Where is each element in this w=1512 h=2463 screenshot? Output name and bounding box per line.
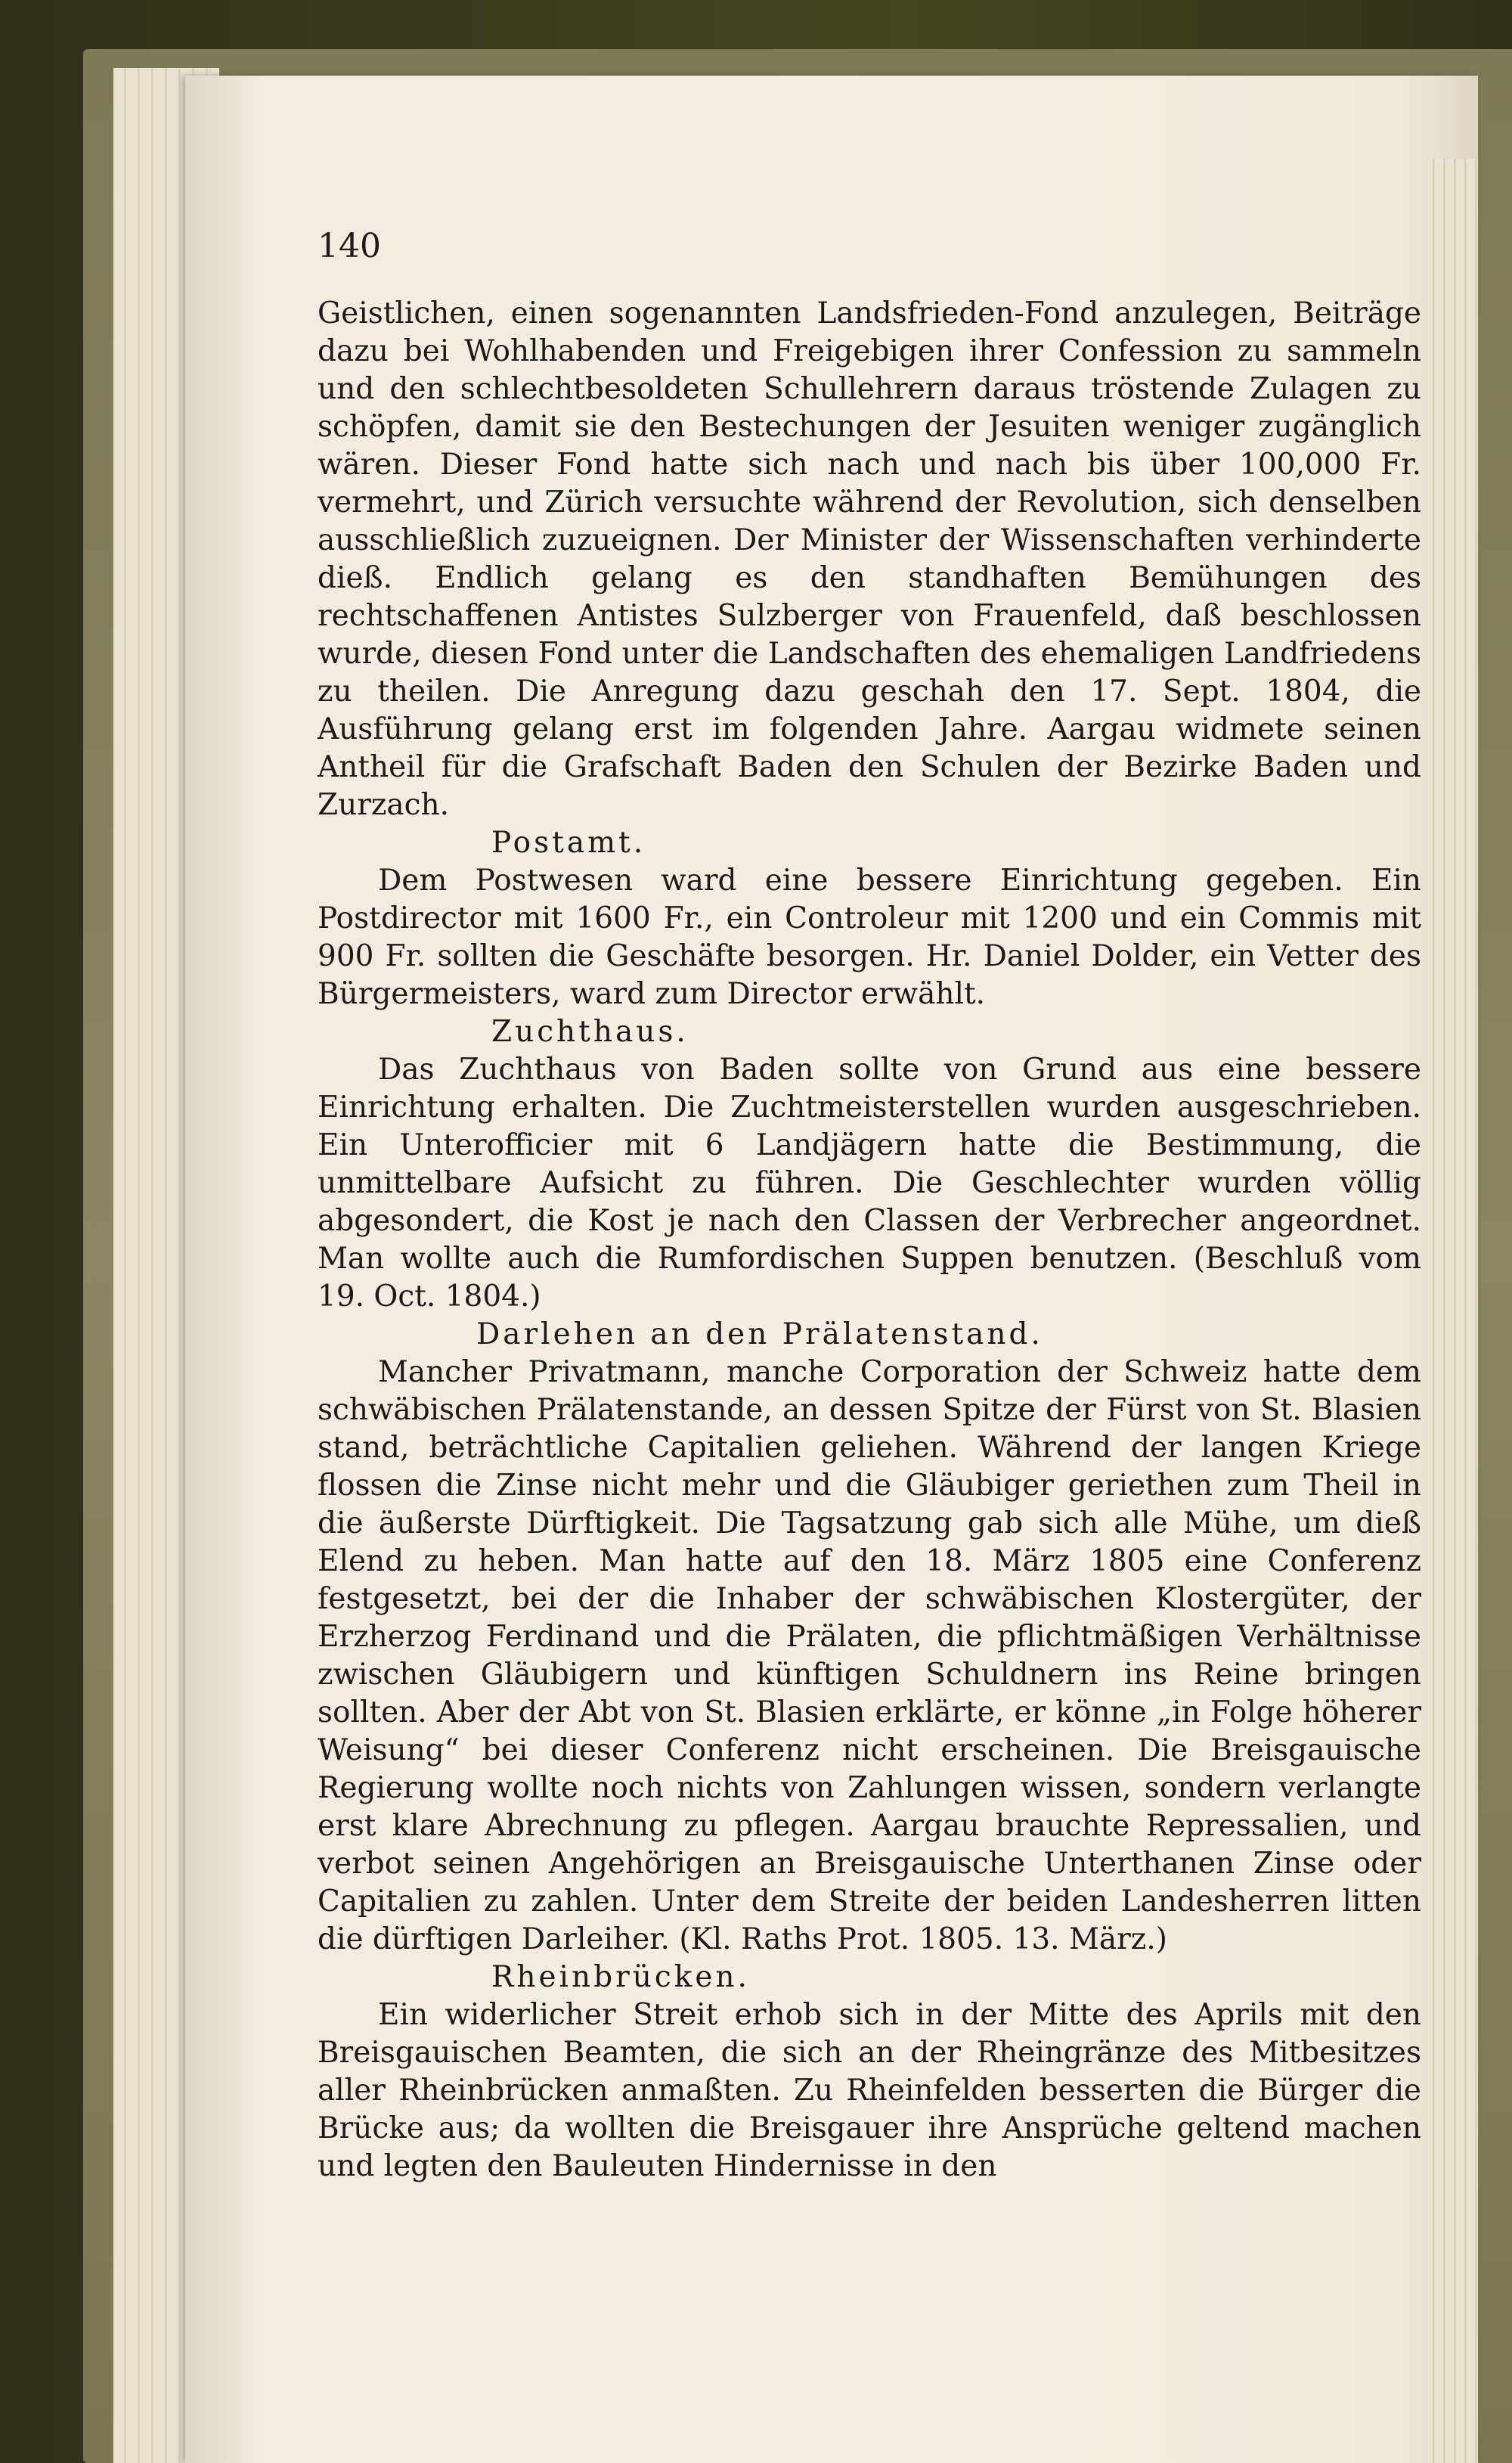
section-text-darlehen: Mancher Privatmann, manche Corporation der Schweiz hatte dem schwäbischen Prälatenstande, an dessen Spitze der Fürst von St. Blasien stand, beträchtliche Capitalien geliehen. Während der langen Kriege flossen die Zinse nicht mehr und die Gläubiger geriethen zum Theil in die äußerste Dürftigkeit. Die Tagsatzung gab sich alle Mühe, um dieß Elend zu heben. Man hatte auf den 18. März 1805 eine Conferenz festgesetzt, bei der die Inhaber der schwäbischen Klostergüter, der Erzherzog Ferdinand und die Prälaten, die pflichtmäßigen Verhältnisse zwischen Gläubigern und künftigen Schuldnern ins Reine bringen sollten. Aber der Abt von St. Blasien erklärte, er könne „in Folge höherer Weisung“ bei dieser Conferenz nicht erscheinen. Die Breisgauische Regierung wollte noch nichts von Zahlungen wissen, sondern verlangte erst klare Abrechnung zu pflegen. Aargau brauchte Repressalien, und verbot seinen Angehörigen an Breisgauische Unterthanen Zinse oder Capitalien zu zahlen. Unter dem Streite der beiden Landesherren litten die dürftigen Darleiher. (Kl. Raths Prot. 1805. 13. März.) <box>318 1355 1421 1956</box>
section-heading-rheinbruecken: Rheinbrücken. <box>491 1960 750 1994</box>
section-text-postamt: Dem Postwesen ward eine bessere Einrichtung gegeben. Ein Postdirector mit 1600 Fr., ein Controleur mit 1200 und ein Commis mit 900 Fr. sollten die Geschäfte besorgen. Hr. Daniel Dolder, ein Vetter des Bürgermeisters, ward zum Director erwählt. <box>318 864 1421 1011</box>
section-heading-zuchthaus: Zuchthaus. <box>491 1015 689 1049</box>
section-heading-darlehen: Darlehen an den Prälatenstand. <box>476 1317 1043 1351</box>
section-text-zuchthaus: Das Zuchthaus von Baden sollte von Grund aus eine bessere Einrichtung erhalten. Die Zuchtmeisterstellen wurden ausgeschrieben. Ein Unterofficier mit 6 Landjägern hatte die Bestimmung, die unmittelbare Aufsicht zu führen. Die Geschlechter wurden völlig abgesondert, die Kost je nach den Classen der Verbrecher angeordnet. Man wollte auch die Rumfordischen Suppen benutzen. (Beschluß vom 19. Oct. 1804.) <box>318 1053 1421 1314</box>
section-heading-postamt: Postamt. <box>491 826 646 860</box>
page-text <box>318 295 1421 2185</box>
paragraph-intro: Geistlichen, einen sogenannten Landsfrieden-Fond anzulegen, Beiträge dazu bei Wohlhabenden und Freigebigen ihrer Confession zu sammeln und den schlechtbesoldeten Schullehrern daraus tröstende Zulagen zu schöpfen, damit sie den Bestechungen der Jesuiten weniger zugänglich wären. Dieser Fond hatte sich nach und nach bis über 100,000 Fr. vermehrt, und Zürich versuchte während der Revolution, sich denselben ausschließlich zuzueignen. Der Minister der Wissenschaften verhinderte dieß. Endlich gelang es den standhaften Bemühungen des rechtschaffenen Antistes Sulzberger von Frauenfeld, daß beschlossen wurde, diesen Fond unter die Landschaften des ehemaligen Landfriedens zu theilen. Die Anregung dazu geschah den 17. Sept. 1804, die Ausführung gelang erst im folgenden Jahre. Aargau widmete seinen Antheil für die Grafschaft Baden den Schulen der Bezirke Baden und Zurzach. <box>318 296 1421 822</box>
page-number: 140 <box>318 227 381 265</box>
section-text-rheinbruecken: Ein widerlicher Streit erhob sich in der Mitte des Aprils mit den Breisgauischen Beamten, die sich an der Rheingränze des Mitbesitzes aller Rheinbrücken anmaßten. Zu Rheinfelden besserten die Bürger die Brücke aus; da wollten die Breisgauer ihre Ansprüche geltend machen und legten den Bauleuten Hindernisse in den <box>318 1998 1421 2183</box>
page-edges-right <box>1425 159 1478 2463</box>
